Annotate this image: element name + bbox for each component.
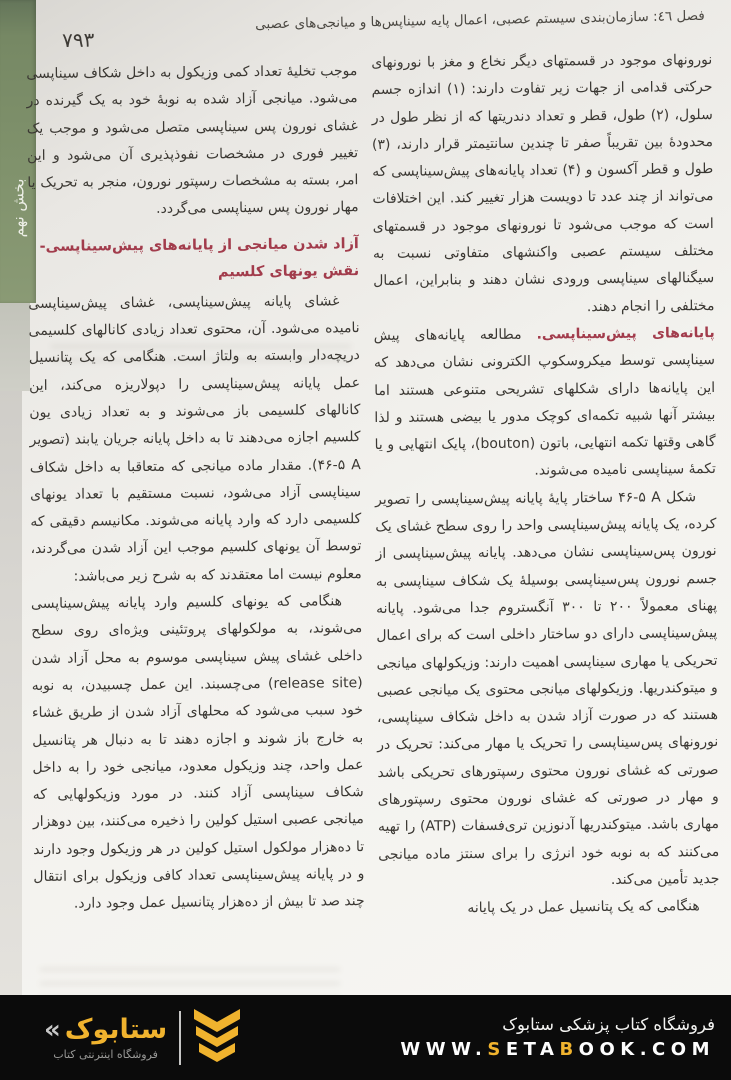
logo-tagline: فروشگاه اینترنتی کتاب — [53, 1047, 158, 1061]
chapter-title: فصل ٤٦: سازمان‌بندی سیستم عصبی، اعمال پایه سیناپس‌ها و میانجی‌های عصبی — [255, 7, 705, 33]
paragraph: هنگامی که یک پتانسیل عمل در یک پایانه — [467, 898, 700, 917]
paragraph-text: مطالعه پایانه‌های پیش سیناپسی توسط میکروسکوپ الکترونی نشان می‌دهد که این پایانه‌ها دارای شکلهای تشریحی متنوعی هستند اما بیشتر آنها شبیه تکمه‌ای کوچک مدور یا بیضی هستند و لذا گاهی وقتها تکمه انتهایی، باتون (bouton)، پایک انتهایی و یا تکمهٔ سیناپسی نامیده می‌شوند. — [373, 326, 716, 480]
runin-heading-presynaptic-terminals: پایانه‌های پیش‌سیناپسی. — [536, 324, 715, 343]
paragraph: نورونهای موجود در قسمتهای دیگر نخاع و مغز با نورونهای حرکتی قدامی از جهات زیر تفاوت دارند: (۱) اندازه جسم سلول، (۲) طول، قطر و تعداد دندریتها که از نظر طول در محدودهٔ بین تقریباً صفر تا چندین سانتیمتر قرار دارند، (۳) طول و قطر آکسون و (۴) تعداد پایانه‌های پیش‌سیناپسی که می‌تواند از چند عدد تا دویست هزار تغییر کند. این اختلافات است که موجب می‌شود تا نورونهای موجود در قسمتهای مختلف سیستم عصبی واکنشهای متفاوتی نسبت به سیگنالهای سیناپسی ورودی نشان دهند و بنابراین، اعمال مختلفی را انجام دهند. — [371, 52, 715, 315]
store-name: فروشگاه کتاب پزشکی ستابوک — [502, 1015, 715, 1034]
page-number: ۷۹۳ — [61, 27, 95, 53]
section-tab-fade — [0, 303, 30, 391]
setabook-logo — [44, 1009, 241, 1067]
guillemet-icon: « — [44, 1014, 61, 1045]
bleed-through-smudge — [40, 968, 340, 998]
page-header — [62, 6, 706, 52]
section-tab-label: بخش نهم — [9, 178, 28, 238]
url-segment-accent: S — [487, 1039, 506, 1060]
url-segment: OOK.COM — [578, 1039, 715, 1060]
url-segment: ETA — [505, 1039, 560, 1060]
url-segment: WWW. — [400, 1039, 488, 1060]
column-right — [371, 47, 720, 923]
page-body — [26, 47, 720, 926]
column-left — [26, 50, 365, 926]
logo-word-block — [44, 1015, 167, 1061]
paragraph: غشای پایانه پیش‌سیناپسی، غشای پیش‌سیناپسی نامیده می‌شود. آن، محتوی تعداد زیادی کانالهای کلسیمی دریچه‌دار وابسته به ولتاژ است. هنگامی که یک پتانسیل عمل پایانه پیش‌سیناپسی را دپولاریزه می‌کند، این کانالهای کلسیمی باز می‌شوند و به تعداد زیادی یون کلسیم اجازه می‌دهند تا به داخل پایانه جریان یابند (تصویر A‏ ۴۶-۵). مقدار ماده میانجی که متعاقبا به داخل شکاف سیناپسی آزاد می‌شود، نسبت مستقیم با تعداد یونهای کلسیمی دارد که وارد پایانه می‌شوند. مکانیسم دقیقی که توسط آن یونهای کلسیم موجب این آزاد شدن می‌گردند، معلوم نیست اما معتقدند که به شرح زیر می‌باشد: — [28, 293, 362, 585]
section-heading-transmitter-release: آزاد شدن میانجی از پایانه‌های پیش‌سیناپسی- نقش یونهای کلسیم — [39, 235, 360, 281]
website-url — [400, 1039, 715, 1060]
url-segment-accent: B — [559, 1039, 579, 1060]
chevrons-icon — [193, 1009, 241, 1067]
paragraph: هنگامی که یونهای کلسیم وارد پایانه پیش‌سیناپسی می‌شوند، به مولکولهای پروتئینی ویژه‌ای روی سطح داخلی غشای پیش سیناپسی موسوم به محل آزاد شدن (release site) می‌چسبند. این عمل چسبیدن، به نوبه خود سبب می‌شود که محلهای آزاد شدن از طریق غشاء به خارج باز شوند و اجازه دهند تا به دنبال هر پتانسیل عمل واحد، چند وزیکول معدود، میانجی خود را به داخل شکاف سیناپسی آزاد کنند. در مورد وزیکولهایی که میانجی عصبی استیل کولین را ذخیره می‌کنند، بین دوهزار تا ده‌هزار مولکول استیل کولین در هر وزیکول وجود دارند و در پایانه پیش‌سیناپسی تعداد کافی وزیکول برای انتقال چند صد تا بیش از ده‌هزار پتانسیل عمل وجود دارد. — [30, 593, 365, 912]
footer-text-block — [400, 1015, 715, 1060]
logo-wordmark-row — [44, 1015, 167, 1045]
logo-divider — [179, 1011, 181, 1065]
paragraph-with-runin-heading — [374, 320, 716, 487]
paragraph: موجب تخلیهٔ تعداد کمی وزیکول به داخل شکاف سیناپسی می‌شود. میانجی آزاد شده به نوبهٔ خود به یک گیرنده در غشای نورون پس سیناپسی متصل می‌شود و موجب یک تغییر فوری در مشخصات نفوذپذیری آن می‌شود و این امر، بسته به مشخصات رسپتور نورون، منجر به تحریک یا مهار نورون پس سیناپسی می‌گردد. — [26, 63, 359, 218]
paragraph: شکل A‏ ۴۶-۵ ساختار پایهٔ پایانه پیش‌سیناپسی را تصویر کرده، یک پایانه پیش‌سیناپسی واحد را روی سطح غشای یک نورون پس‌سیناپسی نشان می‌دهد. پایانه پیش‌سیناپسی از جسم نورون پس‌سیناپسی بوسیلهٔ یک شکاف سیناپسی به پهنای معمولاً ۲۰۰ تا ۳۰۰ آنگستروم جدا می‌شود. پایانه پیش‌سیناپسی دارای دو ساختار داخلی است که برای اعمال تحریکی یا مهاری سیناپسی اهمیت دارند: وزیکولهای میانجی و میتوکندریها. وزیکولهای میانجی محتوی یک میانجی عصبی هستند که در صورت آزاد شدن به داخل شکاف سیناپسی، نورونهای پس‌سیناپسی را تحریک یا مهار می‌کند: تحریک در صورتی که غشای نورون محتوی رسپتورهای تحریکی باشد و مهار در صورتی که غشای نورون محتوی رسپتورهای مهاری باشد. میتوکندریها آدنوزین تری‌فسفات (ATP) را تهیه می‌کنند که به نوبه خود انرژی را برای سنتز ماده میانجی جدید تأمین می‌کند. — [375, 488, 720, 888]
footer-banner — [0, 995, 731, 1080]
logo-wordmark: ستابوک — [64, 1013, 168, 1045]
